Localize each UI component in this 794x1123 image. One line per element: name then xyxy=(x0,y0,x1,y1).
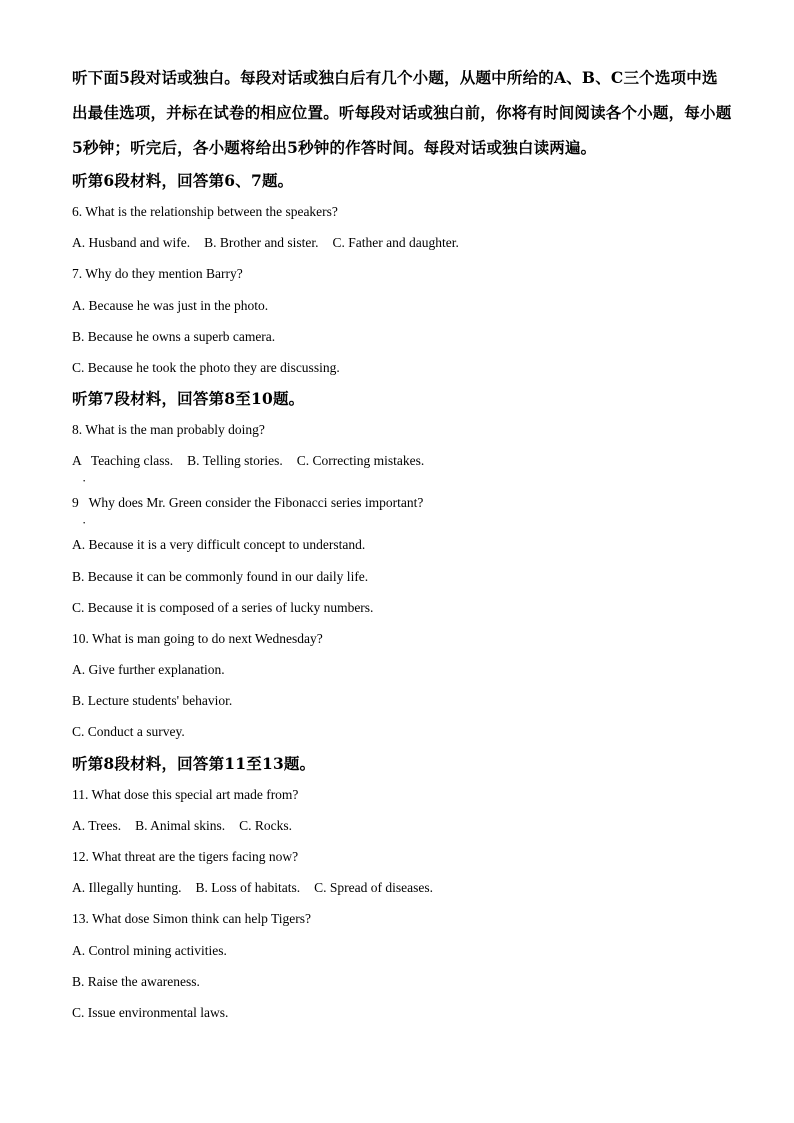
question-8-options xyxy=(72,445,732,487)
question-13-option-b: B. Raise the awareness. xyxy=(72,973,200,989)
question-11-option-c: C. Rocks. xyxy=(239,817,293,833)
question-12-option-a: A. Illegally hunting. xyxy=(72,880,182,896)
question-11-option-b: B. Animal skins. xyxy=(135,817,226,833)
question-11-option-a: A. Trees. xyxy=(72,817,122,833)
section-heading-6-7: 听第6段材料，回答第6、7题。 xyxy=(72,171,294,190)
question-9-option-b: B. Because it can be commonly found in our daily life. xyxy=(72,568,369,584)
question-10-option-a: A. Give further explanation. xyxy=(72,662,225,678)
question-12-option-b: B. Loss of habitats. xyxy=(195,880,301,896)
question-8-stem: 8. What is the man probably doing? xyxy=(72,422,265,438)
section-heading-8-10: 听第7段材料，回答第8至10题。 xyxy=(72,389,305,409)
question-10-option-b: B. Lecture students' behavior. xyxy=(72,693,233,709)
question-6-option-c: C. Father and daughter. xyxy=(332,235,459,251)
question-10-option-c: C. Conduct a survey. xyxy=(72,724,185,740)
question-13-option-c: C. Issue environmental laws. xyxy=(72,1004,229,1020)
question-6-options xyxy=(72,227,732,258)
question-12-option-c: C. Spread of diseases. xyxy=(314,880,433,896)
question-7-stem: 7. Why do they mention Barry? xyxy=(72,266,243,282)
question-7-option-b: B. Because he owns a superb camera. xyxy=(72,328,276,344)
question-8-option-c: C. Correcting mistakes. xyxy=(296,453,425,469)
question-11-options xyxy=(72,810,732,841)
question-6-option-b: B. Brother and sister. xyxy=(204,235,319,251)
question-11-stem: 11. What dose this special art made from? xyxy=(72,786,299,802)
question-6-option-a: A. Husband and wife. xyxy=(72,235,191,251)
question-10-stem: 10. What is man going to do next Wednesday? xyxy=(72,630,323,646)
question-13-option-a: A. Control mining activities. xyxy=(72,942,227,958)
question-7-option-c: C. Because he took the photo they are discussing. xyxy=(72,359,340,375)
section-heading-11-13: 听第8段材料，回答第11至13题。 xyxy=(72,753,316,773)
exam-page xyxy=(72,60,732,1028)
question-12-stem: 12. What threat are the tigers facing now? xyxy=(72,849,299,864)
question-8-option-b: B. Telling stories. xyxy=(187,453,283,469)
question-9-option-c: C. Because it is composed of a series of lucky numbers. xyxy=(72,599,374,615)
question-7-option-a: A. Because he was just in the photo. xyxy=(72,297,269,313)
question-6-stem: 6. What is the relationship between the speakers? xyxy=(72,204,338,219)
listening-instructions: 听下面5段对话或独白。每段对话或独白后有几个小题，从题中所给的A、B、C三个选项中选出最佳选项，并标在试卷的相应位置。听每段对话或独白前，你将有时间阅读各个小题，每小题5秒钟；听完后，各小题将给出5秒钟的作答时间。每段对话或独白读两遍。 xyxy=(72,68,732,157)
question-9-stem xyxy=(72,487,732,529)
question-12-options xyxy=(72,872,732,903)
question-9-stem-text: 9 Why does Mr. Green consider the Fibonacci series important? · xyxy=(72,495,423,510)
question-8-option-a: A Teaching class. · xyxy=(72,453,173,468)
question-9-option-a: A. Because it is a very difficult concept to understand. xyxy=(72,537,366,553)
question-13-stem: 13. What dose Simon think can help Tigers? xyxy=(72,911,311,927)
